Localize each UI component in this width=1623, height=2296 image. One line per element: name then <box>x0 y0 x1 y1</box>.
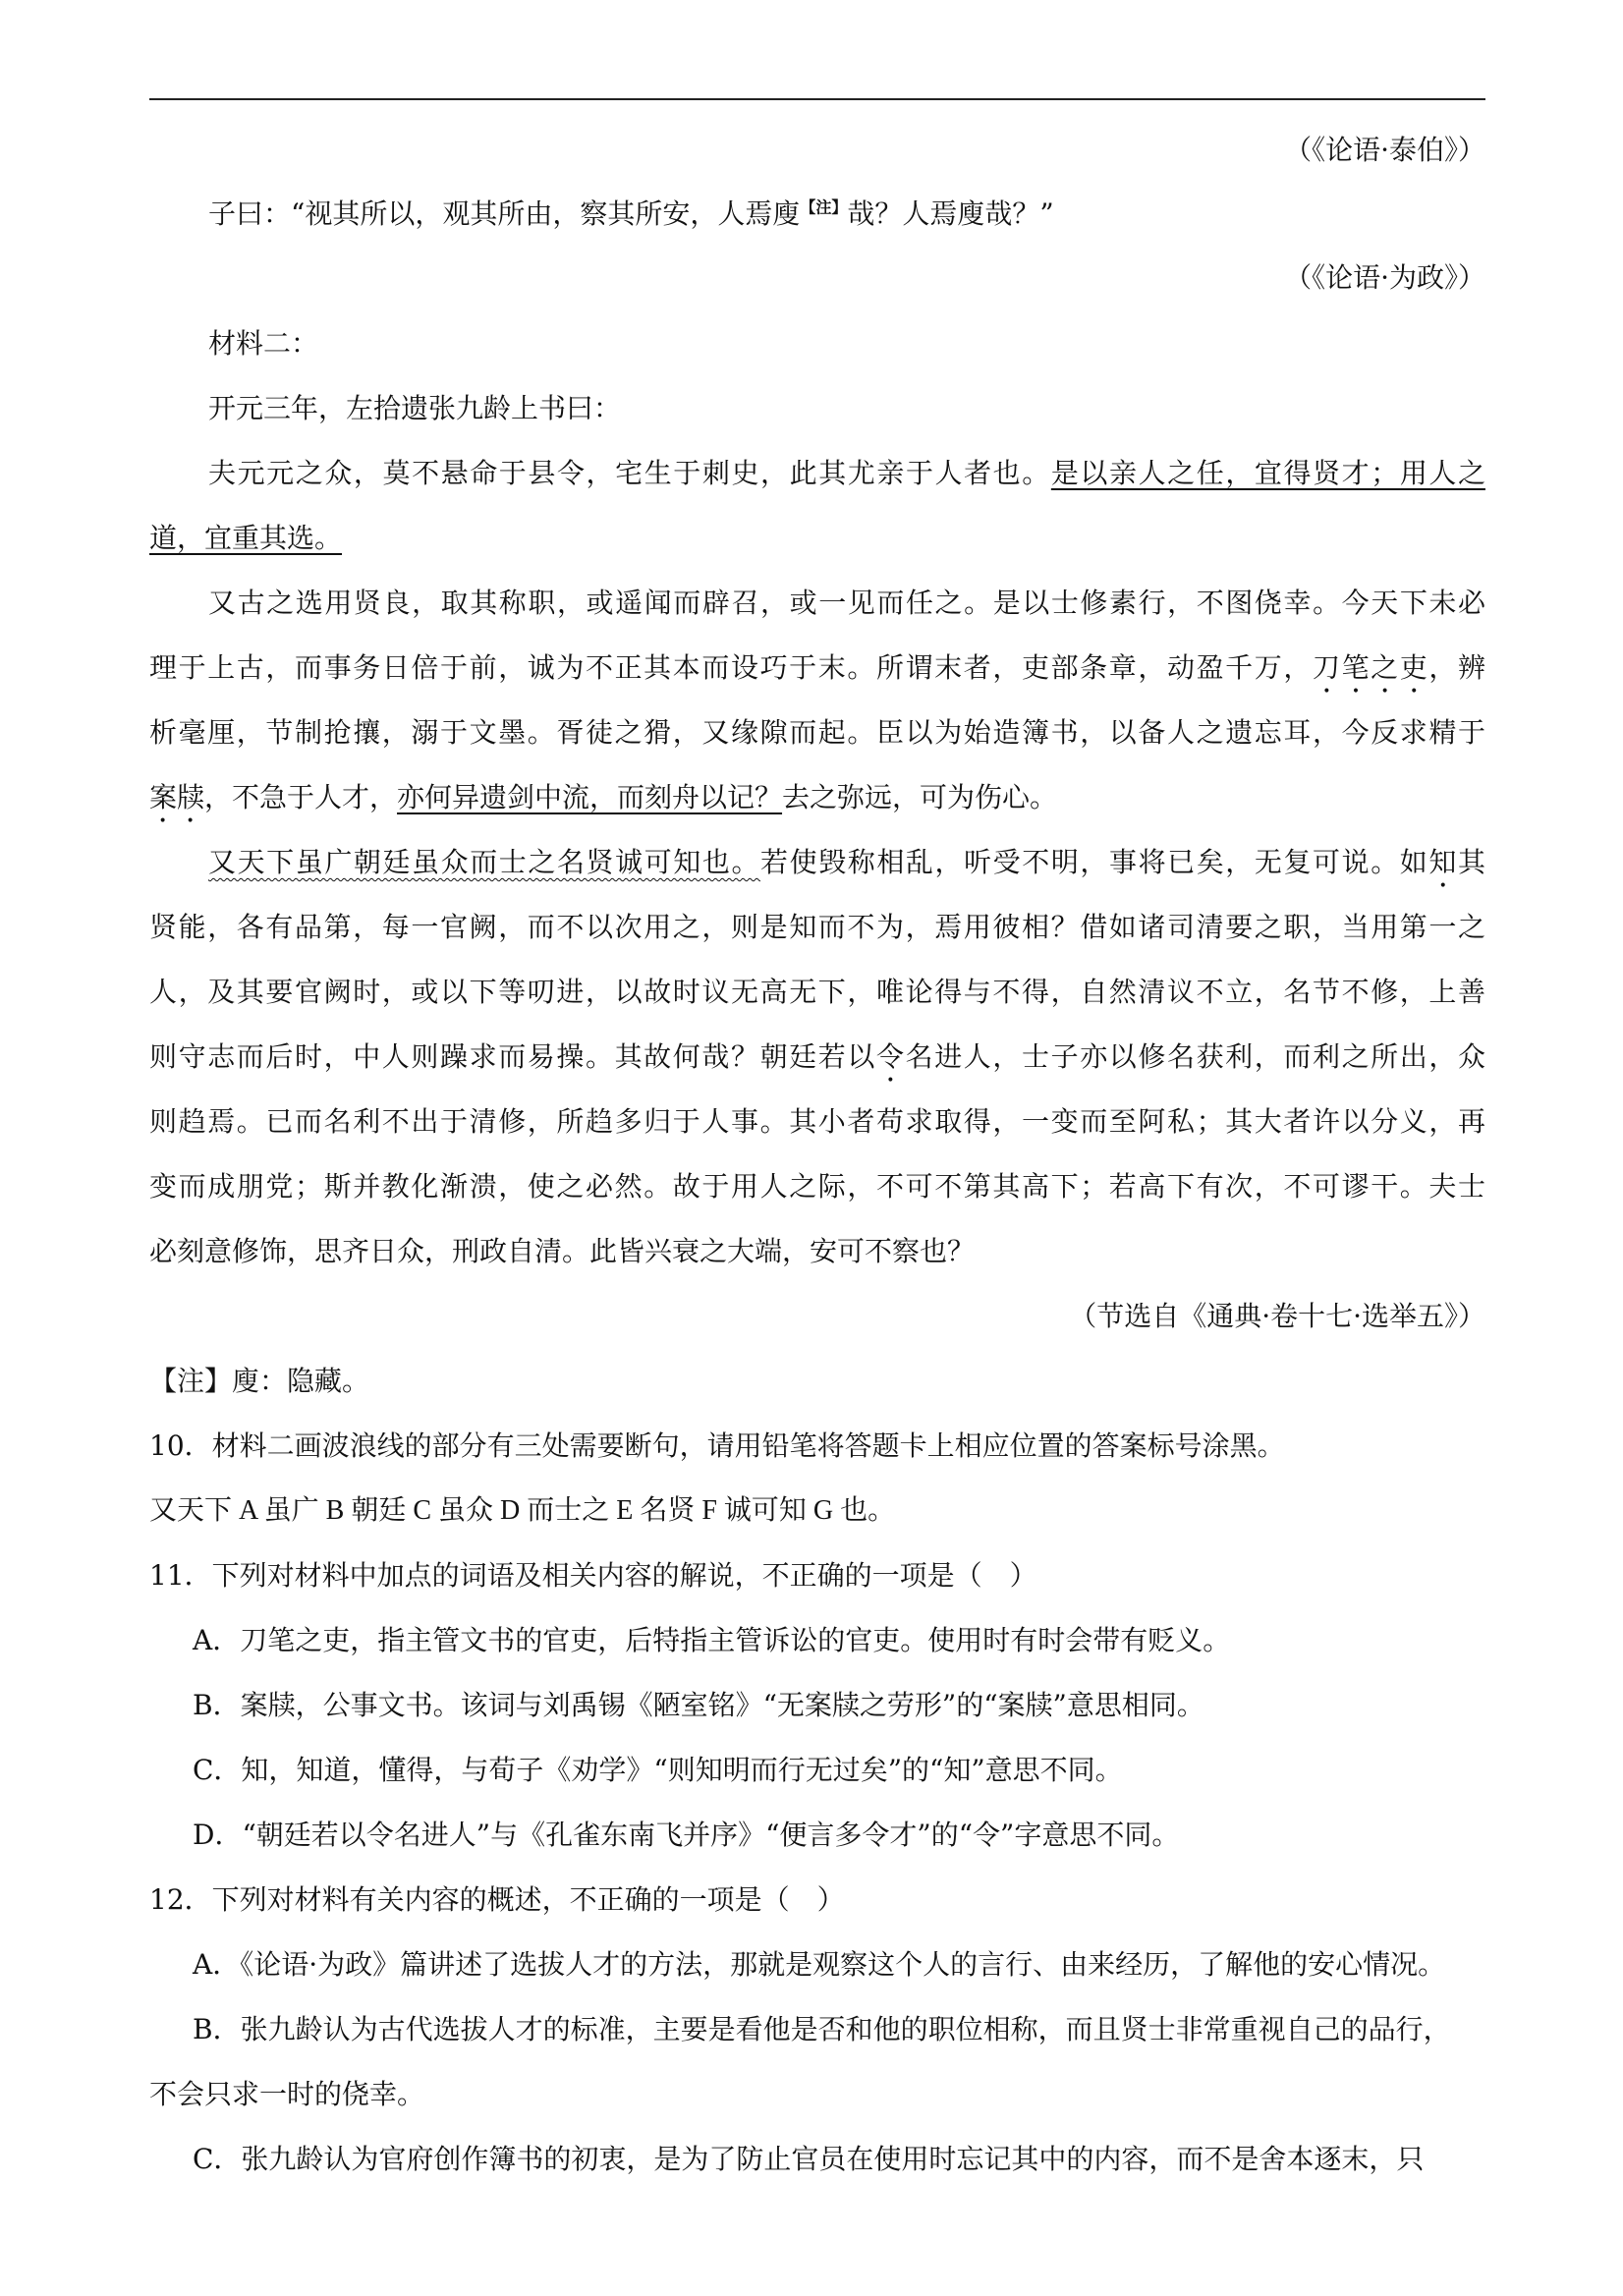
paragraph2-line4 <box>149 778 1485 829</box>
quote-part-a: 子曰：“视其所以，观其所由，察其所安，人焉廋 <box>208 197 801 230</box>
p1-text: 夫元元之众，莫不悬命于县令，宅生于刺史，此其尤亲于人者也。 <box>208 457 1051 489</box>
header-rule <box>149 98 1485 100</box>
wavy-underlined-sentence: 又天下虽广朝廷虽众而士之名贤诚可知也。 <box>208 846 761 878</box>
question-11-option-c: C．知，知道，懂得，与荀子《劝学》“则知明而行无过矣”的“知”意思不同。 <box>193 1754 1123 1786</box>
p1-underlined: 是以亲人之任，宜得贤才；用人之 <box>1050 457 1485 489</box>
paragraph2-line2 <box>149 648 1485 700</box>
question-11-option-d: D．“朝廷若以令名进人”与《孔雀东南飞并序》“便言多令才”的“令”字意思不同。 <box>193 1819 1180 1851</box>
paragraph2-line3: 析毫厘，节制抢攘，溺于文墨。胥徒之猾，又缘隙而起。臣以为始造簿书，以备人之遗忘耳，今反求精于 <box>149 716 1485 749</box>
p2-text-c: ，不急于人才， <box>204 781 398 813</box>
quote-weizheng <box>208 195 1485 234</box>
note-mark: 【注】 <box>800 197 848 217</box>
p1-underlined-end: 道，宜重其选。 <box>149 522 343 554</box>
p3-text-a: 若使毁称相乱，听受不明，事将已矣，无复可说。如 <box>760 846 1429 878</box>
paragraph3-line7: 必刻意修饰，思齐日众，刑政自清。此皆兴衰之大端，安可不察也？ <box>149 1235 976 1267</box>
p2-text-b: ，辨 <box>1428 651 1485 684</box>
source-weizheng: （《论语·为政》） <box>1284 261 1485 294</box>
question-12-option-a: A．《论语·为政》篇讲述了选拔人才的方法，那就是观察这个人的言行、由来经历，了解他的安心情况。 <box>193 1948 1446 1981</box>
quote-part-b: 哉？人焉廋哉？” <box>847 197 1054 230</box>
dotted-term-andu: 案牍 <box>149 781 205 813</box>
paragraph3-line6: 变而成朋党；斯并教化渐溃，使之必然。故于用人之际，不可不第其高下；若高下有次，不可谬干。夫士 <box>149 1170 1485 1203</box>
question-12-option-b-line2: 不会只求一时的侥幸。 <box>149 2078 425 2110</box>
paragraph3-line3: 人，及其要官阙时，或以下等叨进，以故时议无高无下，唯论得与不得，自然清议不立，名节不修，上善 <box>149 976 1485 1008</box>
dotted-term-daobi: 刀笔之吏 <box>1312 651 1429 684</box>
paragraph3-line2: 贤能，各有品第，每一官阙，而不以次用之，则是知而不为，焉用彼相？借如诸司清要之职，当用第一之 <box>149 911 1485 943</box>
question-12-stem: 12．下列对材料有关内容的概述，不正确的一项是（ ） <box>149 1883 845 1916</box>
question-12-option-c-line1: C．张九龄认为官府创作簿书的初衷，是为了防止官员在使用时忘记其中的内容，而不是舍本逐末，只 <box>193 2143 1425 2175</box>
question-11-option-a: A．刀笔之吏，指主管文书的官吏，后特指主管诉讼的官吏。使用时有时会带有贬义。 <box>193 1624 1231 1656</box>
question-12-option-b-line1: B．张九龄认为古代选拔人才的标准，主要是看他是否和他的职位相称，而且贤士非常重视自己的品行， <box>193 2013 1451 2045</box>
paragraph3-line5: 则趋焉。已而名利不出于清修，所趋多归于人事。其小者苟求取得，一变而至阿私；其大者许以分义，再 <box>149 1105 1485 1138</box>
paragraph3-line4 <box>149 1037 1485 1089</box>
question-10-stem: 10．材料二画波浪线的部分有三处需要断句，请用铅笔将答题卡上相应位置的答案标号涂黑。 <box>149 1429 1285 1462</box>
p3-text-c: 则守志而后时，中人则躁求而易操。其故何哉？朝廷若以 <box>149 1040 876 1073</box>
paragraph1-line1 <box>208 454 1485 493</box>
question-11-stem: 11．下列对材料中加点的词语及相关内容的解说，不正确的一项是（ ） <box>149 1559 1037 1592</box>
footnote: 【注】廋：隐藏。 <box>149 1365 370 1397</box>
question-10-sentence: 又天下 A 虽广 B 朝廷 C 虽众 D 而士之 E 名贤 F 诚可知 G 也。 <box>149 1495 896 1526</box>
p2-text-a: 理于上古，而事务日倍于前，诚为不正其本而设巧于末。所谓末者，吏部条章，动盈千万， <box>149 651 1313 684</box>
p3-text-d: 名进人，士子亦以修名获利，而利之所出，众 <box>905 1040 1485 1073</box>
material2-intro: 开元三年，左拾遗张九龄上书曰： <box>208 392 622 424</box>
paragraph3-line1 <box>208 843 1485 894</box>
p2-text-d: 去之弥远，可为伤心。 <box>782 781 1058 813</box>
p2-underlined: 亦何异遗剑中流，而刻舟以记？ <box>397 781 783 813</box>
question-11-option-b: B．案牍，公事文书。该词与刘禹锡《陋室铭》“无案牍之劳形”的“案牍”意思相同。 <box>193 1689 1204 1721</box>
source-taibo: （《论语·泰伯》） <box>1284 134 1485 166</box>
paragraph2-line1: 又古之选用贤良，取其称职，或遥闻而辟召，或一见而任之。是以士修素行，不图侥幸。今天下未必 <box>208 587 1485 619</box>
p3-text-b: 其 <box>1457 846 1485 878</box>
material2-heading: 材料二： <box>208 327 319 360</box>
dotted-term-zhi: 知 <box>1428 846 1458 878</box>
source-tongdian: （节选自《通典·卷十七·选举五》） <box>1069 1300 1485 1332</box>
paragraph1-line2 <box>149 519 1485 558</box>
dotted-term-ling: 令 <box>875 1040 906 1073</box>
